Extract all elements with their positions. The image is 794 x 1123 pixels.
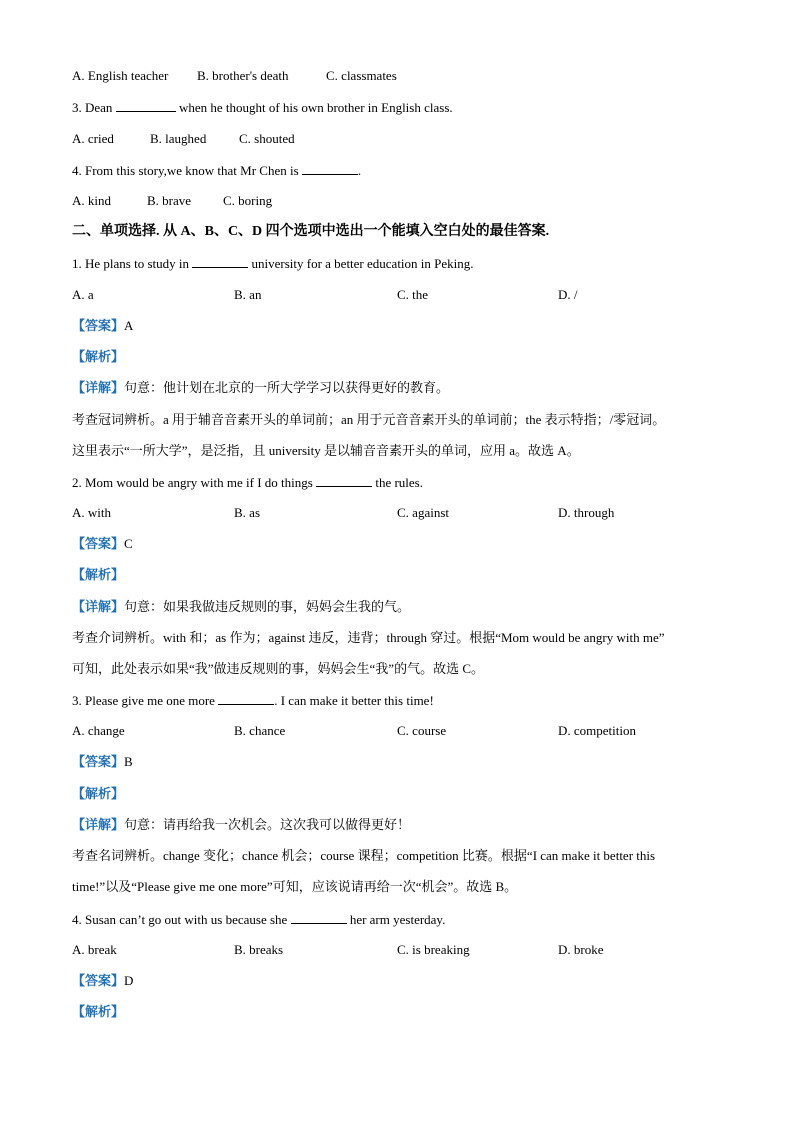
detail-label: 【详解】 — [72, 599, 125, 614]
q4-answer-value: D — [124, 973, 134, 988]
prev-q4-option-c: C. boring — [223, 193, 273, 208]
q3-explain-line-1: 考查名词辨析。change 变化；chance 机会；course 课程；competition 比赛。根据“I can make it better this — [72, 848, 656, 863]
prev-q4-stem-post: . — [357, 163, 362, 178]
q2-answer-value: C — [124, 536, 133, 551]
analysis-label: 【解析】 — [72, 349, 125, 364]
q1-analysis — [72, 349, 124, 365]
prev-q2-option-a: A. English teacher — [72, 68, 169, 83]
q1-option-d: D. / — [558, 287, 578, 302]
q1-option-c: C. the — [397, 287, 429, 302]
detail-label: 【详解】 — [72, 380, 125, 395]
q2-option-a: A. with — [72, 505, 111, 520]
prev-q3-option-b: B. laughed — [150, 131, 207, 146]
q1-stem-pre: 1. He plans to study in — [72, 256, 193, 271]
answer-label: 【答案】 — [72, 536, 125, 551]
q2-explain-line-1: 考查介词辨析。with 和；as 作为；against 违反，违背；through 穿过。根据“Mom would be angry with me” — [72, 630, 665, 645]
prev-q2-option-c: C. classmates — [326, 68, 397, 83]
answer-label: 【答案】 — [72, 318, 125, 333]
answer-blank — [316, 474, 372, 487]
q2-stem — [72, 474, 423, 491]
q1-stem-post: university for a better education in Peking. — [248, 256, 474, 271]
q2-answer — [72, 536, 133, 552]
q2-option-c: C. against — [397, 505, 449, 520]
q1-explain-line-2: 这里表示“一所大学”，是泛指，且 university 是以辅音音素开头的单词，应用 a。故选 A。 — [72, 443, 580, 458]
answer-blank — [291, 911, 347, 924]
answer-blank — [192, 255, 248, 268]
section-heading: 二、单项选择. 从 A、B、C、D 四个选项中选出一个能填入空白处的最佳答案. — [72, 224, 550, 239]
q2-detail — [72, 599, 410, 615]
q4-stem — [72, 911, 445, 928]
q2-option-d: D. through — [558, 505, 615, 520]
q1-detail-text: 句意：他计划在北京的一所大学学习以获得更好的教育。 — [124, 380, 450, 395]
prev-q3-stem-post: when he thought of his own brother in English class. — [175, 100, 453, 115]
q3-stem-pre: 3. Please give me one more — [72, 693, 219, 708]
q3-answer-value: B — [124, 754, 133, 769]
q1-option-a: A. a — [72, 287, 94, 302]
q2-analysis — [72, 567, 124, 583]
analysis-label: 【解析】 — [72, 786, 125, 801]
q3-explain-line-2: time!”以及“Please give me one more”可知，应该说请再给一次“机会”。故选 B。 — [72, 879, 518, 894]
detail-label: 【详解】 — [72, 817, 125, 832]
prev-q3-option-a: A. cried — [72, 131, 114, 146]
analysis-label: 【解析】 — [72, 567, 125, 582]
q3-option-c: C. course — [397, 723, 447, 738]
answer-label: 【答案】 — [72, 754, 125, 769]
q1-stem — [72, 255, 474, 272]
q4-option-a: A. break — [72, 942, 117, 957]
q4-option-d: D. broke — [558, 942, 604, 957]
q1-explain-line-1: 考查冠词辨析。a 用于辅音音素开头的单词前；an 用于元音音素开头的单词前；the 表示特指；/零冠词。 — [72, 412, 666, 427]
analysis-label: 【解析】 — [72, 1004, 125, 1019]
q4-option-c: C. is breaking — [397, 942, 470, 957]
prev-q3-option-c: C. shouted — [239, 131, 295, 146]
prev-q2-option-b: B. brother's death — [197, 68, 289, 83]
q4-stem-post: her arm yesterday. — [346, 912, 446, 927]
q4-answer — [72, 973, 133, 989]
q1-answer — [72, 318, 133, 334]
q3-analysis — [72, 786, 124, 802]
q2-option-b: B. as — [234, 505, 260, 520]
prev-q3-stem-pre: 3. Dean — [72, 100, 116, 115]
q3-detail-text: 句意：请再给我一次机会。这次我可以做得更好！ — [124, 817, 411, 832]
q2-stem-pre: 2. Mom would be angry with me if I do things — [72, 475, 317, 490]
q4-stem-pre: 4. Susan can’t go out with us because she — [72, 912, 291, 927]
q3-detail — [72, 817, 410, 833]
q1-answer-value: A — [124, 318, 134, 333]
q3-answer — [72, 754, 133, 770]
answer-blank — [218, 692, 274, 705]
q3-option-d: D. competition — [558, 723, 636, 738]
q4-analysis — [72, 1004, 124, 1020]
prev-q4-stem — [72, 162, 361, 179]
q4-option-b: B. breaks — [234, 942, 284, 957]
q1-detail — [72, 380, 449, 396]
answer-blank — [302, 162, 358, 175]
prev-q4-stem-pre: 4. From this story,we know that Mr Chen is — [72, 163, 302, 178]
answer-blank — [116, 99, 176, 112]
q3-option-b: B. chance — [234, 723, 286, 738]
prev-q3-stem — [72, 99, 453, 116]
answer-label: 【答案】 — [72, 973, 125, 988]
q3-stem-post: . I can make it better this time! — [274, 693, 434, 708]
q2-explain-line-2: 可知，此处表示如果“我”做违反规则的事，妈妈会生“我”的气。故选 C。 — [72, 661, 485, 676]
q2-stem-post: the rules. — [372, 475, 423, 490]
q3-stem — [72, 692, 434, 709]
q2-detail-text: 句意：如果我做违反规则的事，妈妈会生我的气。 — [124, 599, 411, 614]
prev-q4-option-b: B. brave — [147, 193, 192, 208]
q3-option-a: A. change — [72, 723, 125, 738]
q1-option-b: B. an — [234, 287, 262, 302]
prev-q4-option-a: A. kind — [72, 193, 111, 208]
